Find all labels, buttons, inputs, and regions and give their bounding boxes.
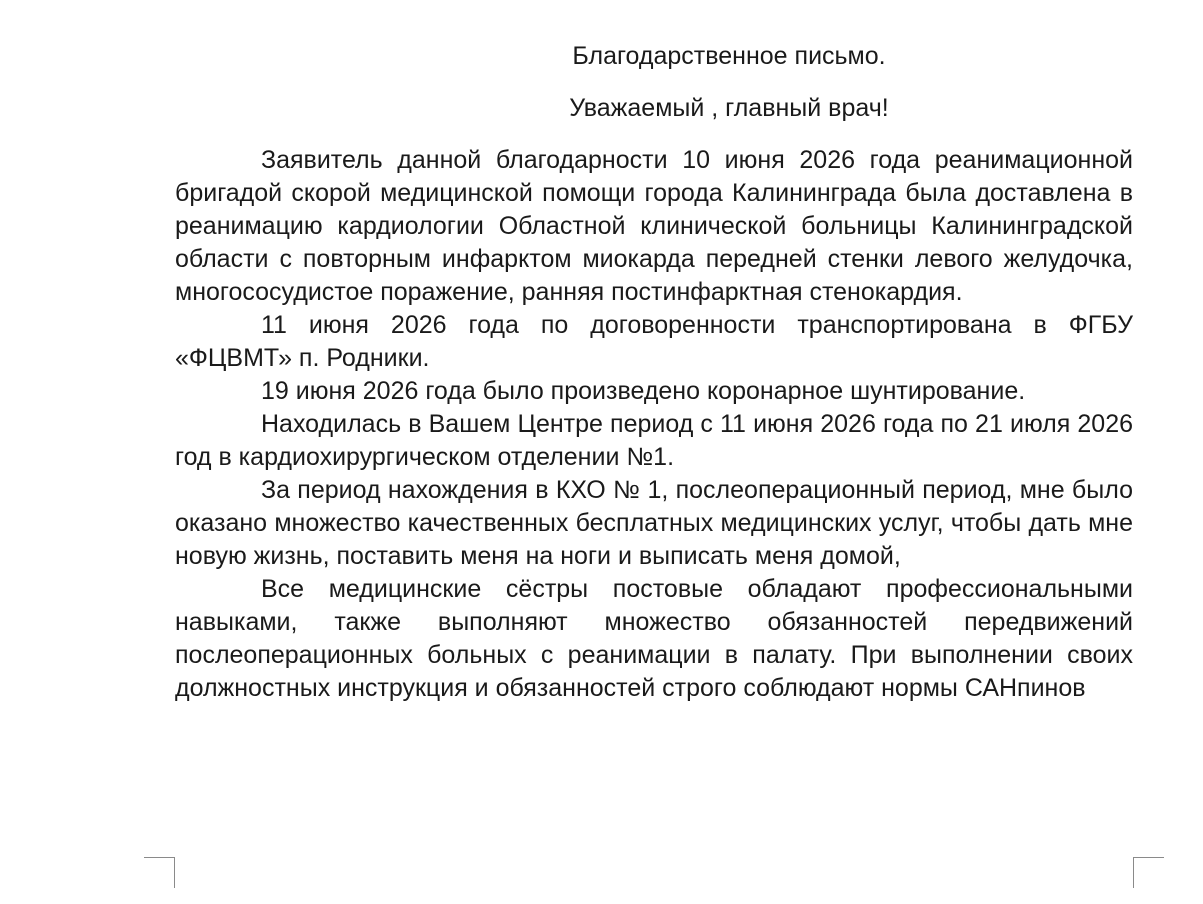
- document-title: Благодарственное письмо.: [572, 42, 886, 70]
- paragraph-stay: Находилась в Вашем Центре период с 11 июня 2026 года по 21 июля 2026 год в кардиохирургическом отделении №1.: [175, 410, 1133, 471]
- page-margin-corner-right: [1133, 857, 1164, 888]
- page-margin-corner-left: [144, 857, 175, 888]
- paragraph-services: За период нахождения в КХО № 1, послеоперационный период, мне было оказано множество качественных бесплатных медицинских услуг, чтобы дать мне новую жизнь, поставить меня на ноги и выписать меня домой,: [175, 476, 1133, 570]
- paragraph-transport: 11 июня 2026 года по договоренности транспортирована в ФГБУ «ФЦВМТ» п. Родники.: [175, 311, 1133, 372]
- document-body: [175, 144, 1133, 705]
- paragraph-admission: Заявитель данной благодарности 10 июня 2026 года реанимационной бригадой скорой медицинской помощи города Калининграда была доставлена в реанимацию кардиологии Областной клинической больницы Калининградской области с повторным инфарктом миокарда передней стенки левого желудочка, многососудистое поражение, ранняя постинфарктная стенокардия.: [175, 146, 1133, 306]
- paragraph-surgery: 19 июня 2026 года было произведено коронарное шунтирование.: [261, 377, 1026, 405]
- salutation: Уважаемый , главный врач!: [569, 94, 889, 122]
- paragraph-nurses: Все медицинские сёстры постовые обладают профессиональными навыками, также выполняют множество обязанностей передвижений послеоперационных больных с реанимации в палату. При выполнении своих должностных инструкция и обязанностей строго соблюдают нормы САНпинов: [175, 575, 1133, 702]
